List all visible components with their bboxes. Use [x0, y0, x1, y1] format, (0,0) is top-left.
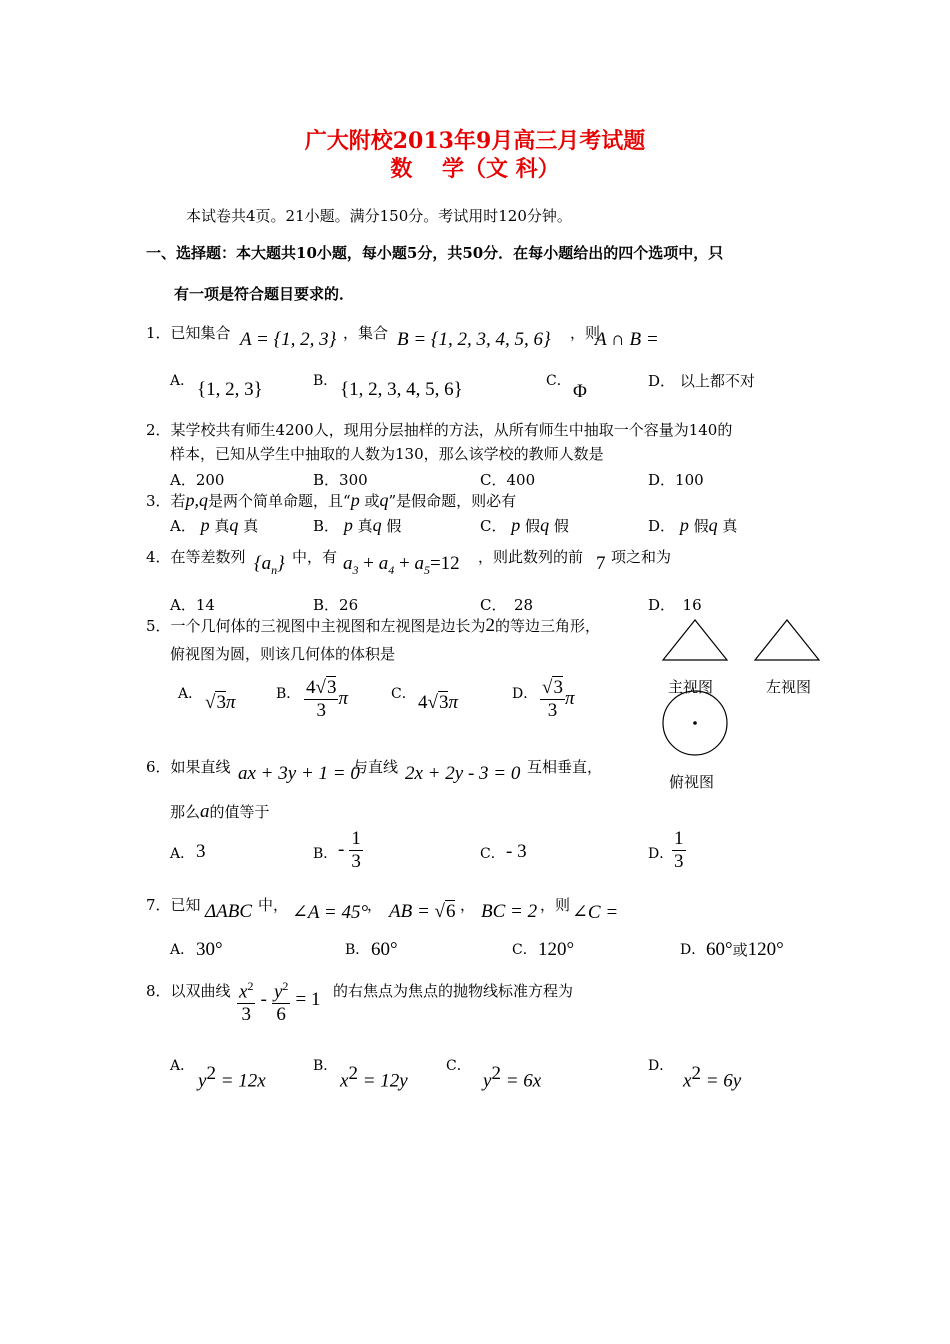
q7-option-b-label: B． — [345, 942, 370, 958]
q5-option-b-label: B． — [276, 686, 301, 702]
q8-y: y — [273, 981, 283, 1003]
front-view-caption: 主视图 — [668, 678, 714, 696]
q3-option-c — [480, 515, 569, 536]
q7-ab-radicand: 6 — [445, 901, 456, 922]
q8-b-sq: 2 — [348, 1063, 358, 1084]
q8-den1: 3 — [241, 1004, 251, 1026]
q6-text2: 互相垂直， — [527, 758, 603, 776]
q4-seq-close: } — [277, 553, 285, 574]
q4-a3: a — [343, 553, 353, 574]
q4-a5: a — [414, 553, 424, 574]
q3-number: 3．若 — [146, 492, 186, 510]
q4-option-b: B．26 — [313, 596, 359, 614]
q5-two: 2 — [485, 615, 496, 636]
q3-a-var1: p — [200, 515, 210, 535]
q7-text2: ，则 — [540, 896, 571, 914]
q2-option-c: C．400 — [480, 471, 536, 489]
q5-option-c: 4√3π — [418, 692, 458, 713]
q1-set-b: B = {1, 2, 3, 4, 5, 6} — [397, 329, 551, 350]
q8-d-rhs: = 6y — [700, 1070, 742, 1092]
q1-text3: ，则 — [570, 324, 601, 342]
q3-q: q — [379, 490, 389, 510]
q1-option-d-label: D． — [648, 372, 676, 390]
page-subtitle: 数 学（文 科） — [390, 156, 560, 182]
q8-option-b-label: B． — [313, 1058, 338, 1074]
q4-sub5: 5 — [423, 562, 430, 577]
q5-b-radicand: 3 — [326, 677, 337, 698]
q3-option-b — [313, 515, 401, 536]
q3-c-var2: q — [540, 515, 550, 535]
q5-b-den: 3 — [316, 700, 326, 721]
q2-option-b: B．300 — [313, 471, 368, 489]
q8-d-lhs: x — [683, 1070, 692, 1092]
q7-comma2: ， — [460, 896, 476, 914]
q6-var-a: a — [200, 801, 210, 822]
q8-a-rhs: = 12x — [215, 1070, 266, 1092]
q5-option-c-label: C． — [391, 686, 416, 702]
q3-a-var2: q — [229, 515, 239, 535]
q3-b-var2: q — [372, 515, 382, 535]
q1-option-d-text: 以上都不对 — [679, 372, 755, 390]
q4-sequence — [254, 553, 285, 578]
q3-option-a-label: A． — [170, 517, 196, 535]
q7-angle-a: ∠A = 45° — [292, 902, 369, 923]
q6-option-b — [338, 828, 363, 873]
q1-text: 已知集合 — [170, 324, 231, 342]
q5-a-pi: π — [225, 692, 236, 713]
q5-text1b: 的等边三角形， — [495, 617, 601, 635]
q6-line2 — [170, 801, 270, 823]
q7-option-a: 30° — [196, 939, 223, 960]
q7-d-val1: 60° — [706, 939, 733, 960]
q3-option-c-label: C． — [480, 517, 507, 535]
q8-c-lhs: y — [483, 1070, 492, 1092]
q3-b-text1: 真 — [357, 517, 373, 535]
q8-option-d — [683, 1063, 741, 1092]
q5-d-radicand: 3 — [553, 677, 563, 698]
q5-option-b: $\frac{4√3}{3}$ π — [306, 677, 348, 721]
q7-angle-c: ∠C = — [572, 902, 619, 923]
q7-option-c-label: C． — [512, 942, 537, 958]
q7-ab: AB = √6 — [389, 901, 456, 922]
q4-option-d: D． 16 — [648, 596, 702, 614]
q5-b-coef: 4 — [306, 677, 316, 698]
q8-c-rhs: = 6x — [500, 1070, 542, 1092]
left-view-caption: 左视图 — [766, 678, 812, 696]
q5-a-radicand: 3 — [216, 692, 226, 713]
q1-option-d — [648, 370, 755, 391]
q3-option-b-label: B． — [313, 517, 340, 535]
q1-option-b-label: B． — [313, 373, 338, 389]
q4-eq-rest: =12 — [429, 553, 460, 574]
q8-option-c — [483, 1063, 541, 1092]
q3-or: 或 — [364, 492, 380, 510]
q5-option-a: √3π — [205, 692, 236, 713]
section-heading-line2: 有一项是符合题目要求的． — [174, 285, 355, 303]
q3-d-var2: q — [708, 515, 718, 535]
question-7-stem: 7．已知 — [146, 896, 201, 914]
top-view-center-dot — [693, 721, 697, 725]
q1-number: 1． — [146, 324, 171, 342]
q4-a4: a — [378, 553, 389, 574]
q8-c-sq: 2 — [491, 1063, 501, 1084]
q3-b-var1: p — [343, 515, 353, 535]
q3-d-text2: 真 — [722, 517, 738, 535]
q5-option-a-label: A． — [178, 686, 203, 702]
page-title: 广大附校2013年9月高三月考试题 — [304, 128, 646, 154]
q8-hyperbola — [237, 975, 320, 1026]
q6-line1-equation: ax + 3y + 1 = 0 — [238, 763, 360, 784]
q4-seq-sub: n — [271, 562, 278, 577]
q7-text1: 中， — [258, 896, 289, 914]
q7-bc: BC = 2 — [481, 901, 538, 922]
q6-option-d — [672, 828, 686, 873]
section-heading-line1: 一、选择题：本大题共10小题，每小题5分，共50分．在每小题给出的四个选项中，只 — [146, 244, 724, 262]
q6-line2-equation: 2x + 2y - 3 = 0 — [405, 763, 521, 784]
q5-c-coef: 4 — [418, 692, 428, 713]
q4-option-a: A．14 — [170, 596, 215, 614]
q7-d-or: 或 — [732, 941, 748, 959]
q6-option-d-label: D． — [648, 846, 674, 862]
q6-option-b-label: B． — [313, 846, 338, 862]
q8-eq1: = 1 — [295, 989, 321, 1011]
q4-text1: 中，有 — [292, 548, 338, 566]
q6-text1: 与直线 — [353, 758, 399, 776]
q7-option-c: 120° — [538, 939, 575, 960]
q3-pq: p,q — [185, 490, 209, 510]
q6-option-c: - 3 — [506, 841, 527, 862]
q3-p: p — [350, 490, 360, 510]
top-view-caption: 俯视图 — [669, 773, 715, 791]
left-view-triangle — [755, 620, 819, 660]
q8-b-lhs: x — [340, 1070, 349, 1092]
q7-option-d — [706, 939, 784, 961]
q1-option-a-label: A． — [170, 373, 195, 389]
q7-ab-label: AB = — [389, 901, 435, 922]
q8-x-sq: 2 — [247, 979, 254, 993]
q6-b-den: 3 — [351, 851, 361, 872]
intro-text: 本试卷共4页。21小题。满分150分。考试用时120分钟。 — [186, 207, 572, 225]
q8-option-b — [340, 1063, 408, 1092]
question-2-line1: 2．某学校共有师生4200人，现用分层抽样的方法，从所有师生中抽取一个容量为140的 — [146, 421, 733, 439]
q6-d-num: 1 — [674, 828, 684, 849]
front-view-triangle — [663, 620, 727, 660]
q1-option-b: {1, 2, 3, 4, 5, 6} — [340, 379, 463, 400]
q1-set-a: A = {1, 2, 3} — [240, 329, 337, 350]
q8-option-d-label: D． — [648, 1058, 674, 1074]
q4-text3: 项之和为 — [611, 548, 672, 566]
q6-option-a-label: A． — [170, 846, 195, 862]
q6-option-c-label: C． — [480, 846, 505, 862]
q3-d-text1: 假 — [693, 517, 709, 535]
q3-option-a — [170, 515, 258, 536]
q3-a-text2: 真 — [243, 517, 259, 535]
q8-den2: 6 — [276, 1004, 286, 1026]
q8-text1: 的右焦点为焦点的抛物线标准方程为 — [333, 982, 574, 1000]
q3-b-text2: 假 — [386, 517, 402, 535]
question-2-line2: 样本，已知从学生中抽取的人数为130，那么该学校的教师人数是 — [170, 445, 604, 463]
q6-text4: 的值等于 — [209, 803, 270, 821]
question-8-stem: 8．以双曲线 — [146, 982, 231, 1000]
q5-d-pi: π — [564, 688, 575, 709]
q3-c-text2: 假 — [553, 517, 569, 535]
q4-sub3: 3 — [352, 562, 359, 577]
q1-text2: ，集合 — [343, 324, 389, 342]
q8-y-sq: 2 — [282, 979, 289, 993]
q4-seven: 7 — [596, 553, 606, 574]
q1-expression: A ∩ B = — [595, 329, 659, 350]
q6-b-sign: - — [338, 839, 345, 860]
q8-a-sq: 2 — [206, 1063, 216, 1084]
q5-c-pi: π — [448, 692, 458, 713]
q4-option-c: C． 28 — [480, 596, 534, 614]
q3-text1: 是两个简单命题，且“ — [208, 492, 351, 510]
q7-triangle: ΔABC — [205, 901, 253, 922]
q7-option-d-label: D． — [680, 942, 706, 958]
q3-text2: ”是假命题，则必有 — [388, 492, 517, 510]
q8-a-lhs: y — [198, 1070, 207, 1092]
q6-option-a: 3 — [196, 841, 206, 862]
q5-text1: 5．一个几何体的三视图中主视图和左视图是边长为 — [146, 617, 486, 635]
q7-option-b: 60° — [371, 939, 398, 960]
q5-d-den: 3 — [547, 700, 558, 721]
q5-c-radicand: 3 — [438, 692, 449, 713]
q3-a-text1: 真 — [214, 517, 230, 535]
question-5-line1 — [146, 615, 600, 637]
q3-c-text1: 假 — [525, 517, 541, 535]
q3-option-d-label: D． — [648, 517, 676, 535]
q8-option-a-label: A． — [170, 1058, 195, 1074]
question-1-stem — [146, 322, 231, 343]
q6-b-num: 1 — [351, 828, 361, 849]
q8-option-c-label: C． — [446, 1058, 471, 1074]
q4-seq-open: {a — [254, 553, 272, 574]
question-6-stem: 6．如果直线 — [146, 758, 231, 776]
q5-b-pi: π — [338, 688, 348, 709]
q8-option-a — [198, 1063, 266, 1092]
q6-text3: 那么 — [170, 803, 201, 821]
q5-option-d-label: D． — [512, 686, 538, 702]
q1-option-c: Φ — [573, 381, 587, 402]
q7-comma1: ， — [367, 896, 383, 914]
q5-option-d: $\frac{√3}{3}$ π — [542, 677, 575, 721]
q1-option-c-label: C． — [546, 373, 571, 389]
q7-option-a-label: A． — [170, 942, 195, 958]
q6-d-den: 3 — [674, 851, 684, 872]
q8-minus: - — [260, 989, 267, 1011]
q3-c-var1: p — [511, 515, 521, 535]
q8-b-rhs: = 12y — [357, 1070, 408, 1092]
q2-option-d: D．100 — [648, 471, 704, 489]
q4-sub4: 4 — [388, 562, 395, 577]
q3-d-var1: p — [679, 515, 689, 535]
q3-option-d — [648, 515, 737, 536]
question-5-line2: 俯视图为圆，则该几何体的体积是 — [170, 645, 396, 663]
q8-d-sq: 2 — [691, 1063, 701, 1084]
q4-text2: ，则此数列的前 — [478, 548, 584, 566]
q8-x: x — [239, 981, 248, 1003]
question-4-stem: 4．在等差数列 — [146, 548, 246, 566]
q1-option-a: {1, 2, 3} — [197, 379, 263, 400]
q7-d-val2: 120° — [747, 939, 784, 960]
question-3-stem — [146, 490, 516, 511]
q4-equation: $a_3 + a_4 + a_5=12$ — [343, 553, 460, 577]
q2-option-a: A．200 — [170, 471, 225, 489]
